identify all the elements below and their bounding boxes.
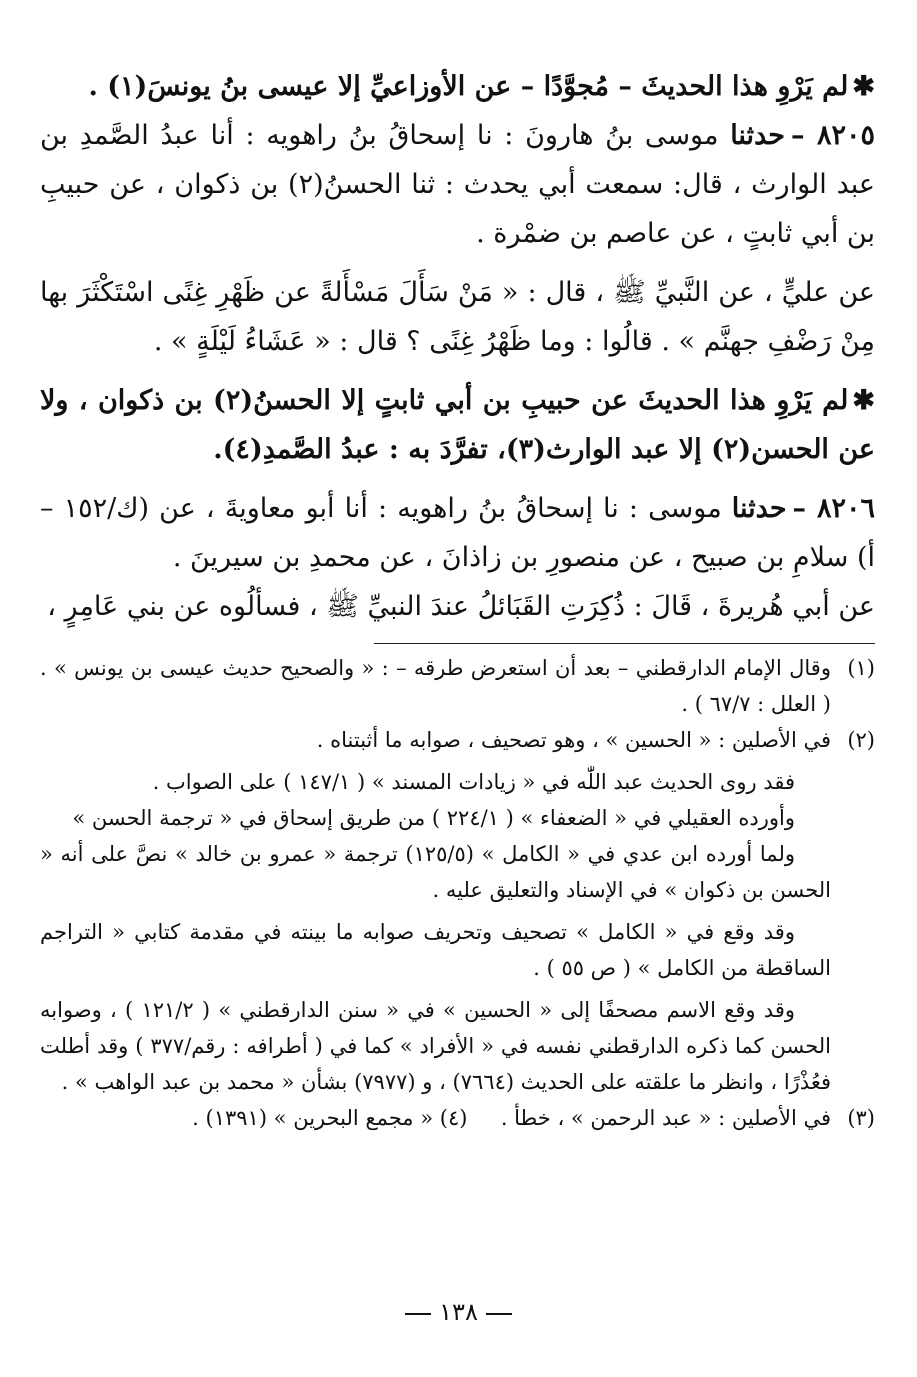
dash-right <box>405 1313 431 1315</box>
footnote-2-line-b: وأورده العقيلي في « الضعفاء » ( ٢٢٤/١ ) من طريق إسحاق في « ترجمة الحسن » <box>72 806 795 830</box>
footnotes <box>40 650 875 1136</box>
hadith-number: ٨٢٠٦ – <box>792 493 875 524</box>
paragraph-hadith-8205 <box>40 111 875 258</box>
footnote-number: (١) <box>847 656 875 680</box>
star-bullet-icon: ✱ <box>852 71 875 102</box>
paragraph-4: ✱لم يَرْوِ هذا الحديثَ عن حبيبِ بن أبي ثابتٍ إلا الحسنُ(٢) بن ذكوان ، ولا عن الحسن(٢) إلا عبد الوارث(٣)، تفرَّدَ به : عبدُ الصَّمدِ(٤). <box>40 385 876 465</box>
footnote-2: (٢) في الأصلين : « الحسين » ، وهو تصحيف ، صوابه ما أثبتناه . <box>40 722 875 758</box>
paragraph-hadith-8206 <box>40 484 875 582</box>
dash-left <box>486 1313 512 1315</box>
footnote-number: (٣) <box>847 1106 875 1130</box>
hadith-number: ٨٢٠٥ – <box>790 120 875 151</box>
footnote-2-line-c: ولما أورده ابن عدي في « الكامل » (١٢٥/٥) ترجمة « عمرو بن خالد » نصَّ على أنه « الحسن بن ذكوان » في الإسناد والتعليق عليه . <box>40 842 831 902</box>
footnote-2-line-a: فقد روى الحديث عبد اللّٰه في « زيادات المسند » ( ١٤٧/١ ) على الصواب . <box>152 770 795 794</box>
page-content <box>40 62 875 1136</box>
hadith-isnad: موسى : نا إسحاقُ بنُ راهويه : أنا أبو معاويةَ ، عن (ك/١٥٢ – أ) سلامِ بن صبيح ، عن منصورِ بن زاذانَ ، عن محمدِ بن سيرينَ . <box>40 493 875 573</box>
hadith-head: حدثنا <box>731 493 787 524</box>
page-number: ١٣٨ <box>439 1298 478 1326</box>
page-number-footer <box>0 1298 917 1326</box>
footnote-2-line-d: وقد وقع في « الكامل » تصحيف وتحريف صوابه ما بينته في مقدمة كتابي « التراجم الساقطة من الكامل » ( ص ٥٥ ) . <box>40 920 831 980</box>
hadith-isnad: موسى بنُ هارونَ : نا إسحاقُ بنُ راهويه : أنا عبدُ الصَّمدِ بن عبد الوارث ، قال: سمعت أبي يحدث : ثنا الحسنُ(٢) بن ذكوان ، عن حبيبِ بن أبي ثابتٍ ، عن عاصم بن ضمْرة . <box>40 120 875 249</box>
paragraph-matn-8205: عن عليٍّ ، عن النَّبيِّ ﷺ ، قال : « مَنْ سَأَلَ مَسْأَلةً عن ظَهْرِ غِنًى اسْتَكْثَرَ بها مِنْ رَضْفِ جهنَّم » . قالُوا : وما ظَهْرُ غِنًى ؟ قال : « عَشَاءُ لَيْلَةٍ » . <box>40 277 875 357</box>
main-text <box>40 62 875 631</box>
footnote-4: (٤) « مجمع البحرين » (١٣٩١) . <box>192 1106 468 1130</box>
footnote-2-line-e: وقد وقع الاسم مصحفًا إلى « الحسين » في « سنن الدارقطني » ( ١٢١/٢ ) ، وصوابه الحسن كما ذكره الدارقطني نفسه في « الأفراد » كما في ( أطرافه : رقم/٣٧٧ ) وقد أطلت فعُذْرًا ، وانظر ما علقته على الحديث (٧٦٦٤) ، و (٧٩٧٧) بشأن « محمد بن عبد الواهب » . <box>40 998 831 1094</box>
footnote-separator <box>374 643 875 644</box>
star-bullet-icon: ✱ <box>852 385 876 416</box>
footnote-3-4: (٣) في الأصلين : « عبد الرحمن » ، خطأ . (٤) « مجمع البحرين » (١٣٩١) . <box>40 1100 875 1136</box>
footnote-number: (٢) <box>847 728 875 752</box>
hadith-head: حدثنا <box>730 120 785 151</box>
footnote-1: (١) وقال الإمام الدارقطني – بعد أن استعرض طرقه – : « والصحيح حديث عيسى بن يونس » . ( العلل : ٦٧/٧ ) . <box>40 650 875 722</box>
paragraph-matn-8206: عن أبي هُريرةَ ، قَالَ : ذُكِرَتِ القَبَائلُ عندَ النبيِّ ﷺ ، فسألُوه عن بني عَامِرٍ ، <box>47 591 875 622</box>
paragraph-1: ✱لم يَرْوِ هذا الحديثَ – مُجوَّدًا – عن الأوزاعيِّ إلا عيسى بنُ يونسَ(١) . <box>88 71 875 102</box>
